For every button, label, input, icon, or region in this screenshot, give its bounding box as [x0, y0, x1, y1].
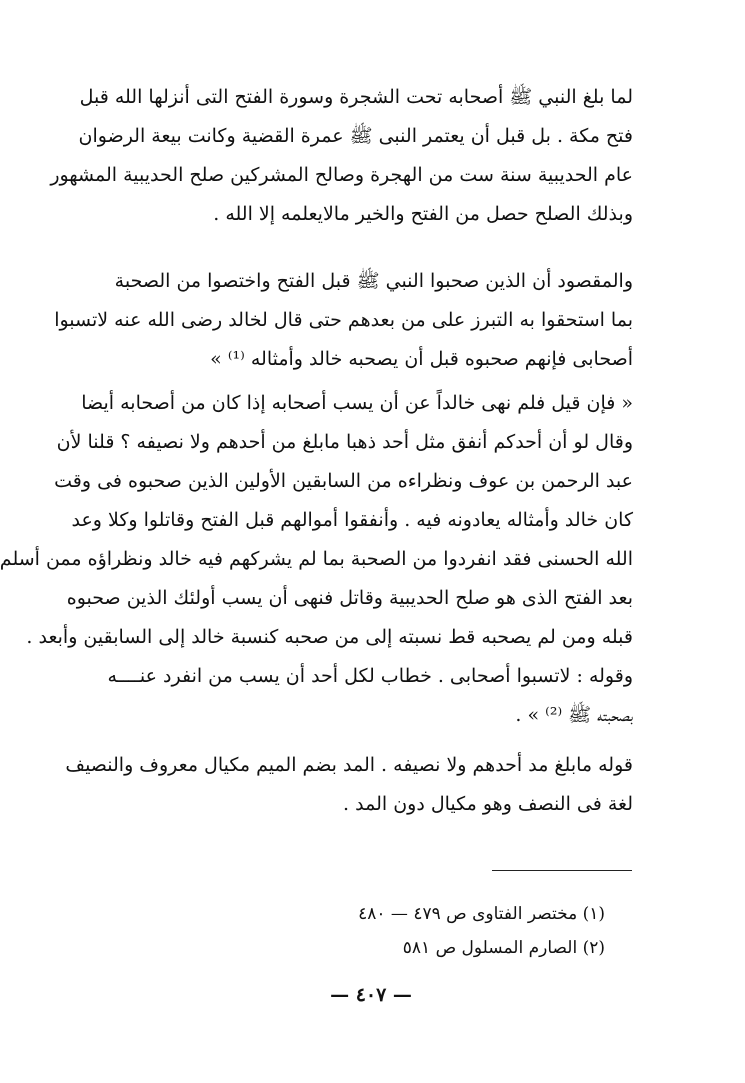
text-line: أصحابى فإنهم صحبوه قبل أن يصحبه خالد وأمثاله ⁽¹⁾ »	[210, 348, 633, 370]
text-line: فتح مكة . بل قبل أن يعتمر النبى ﷺ عمرة القضية وكانت بيعة الرضوان	[78, 125, 633, 147]
footnote-2: (٢) الصارم المسلول ص ٥٨١	[402, 938, 605, 958]
text-line: بصحبته ﷺ ⁽²⁾ » .	[515, 704, 633, 726]
footnote-divider	[492, 870, 632, 871]
page-number: — ٤٠٧ —	[330, 984, 412, 1006]
text-line: كان خالد وأمثاله يعادونه فيه . وأنفقوا أموالهم قبل الفتح وقاتلوا وكلا وعد	[71, 509, 633, 531]
text-line: « فإن قيل فلم نهى خالداً عن أن يسب أصحابه إذا كان من أصحابه أيضا	[81, 392, 633, 414]
text-line: بعد الفتح الذى هو صلح الحديبية وقاتل فنهى أن يسب أولئك الذين صحبوه	[66, 587, 633, 609]
text-line: الله الحسنى فقد انفردوا من الصحبة بما لم يشركهم فيه خالد ونظراؤه ممن أسلم	[0, 548, 633, 570]
footnotes	[285, 897, 605, 965]
text-line: بما استحقوا به التبرز على من بعدهم حتى قال لخالد رضى الله عنه لاتسبوا	[54, 309, 633, 331]
text-line: والمقصود أن الذين صحبوا النبي ﷺ قبل الفتح واختصوا من الصحبة	[114, 270, 633, 292]
paragraph-3	[0, 384, 633, 735]
text-line: قبله ومن لم يصحبه قط نسبته إلى من صحبه كنسبة خالد إلى السابقين وأبعد .	[26, 626, 633, 648]
paragraph-1	[50, 78, 633, 234]
text-line: قوله مابلغ مد أحدهم ولا نصيفه . المد بضم الميم مكيال معروف والنصيف	[65, 754, 633, 776]
text-line: لما بلغ النبي ﷺ أصحابه تحت الشجرة وسورة الفتح التى أنزلها الله قبل	[79, 86, 633, 108]
text-line: لغة فى النصف وهو مكيال دون المد .	[343, 793, 633, 815]
paragraph-2	[54, 262, 633, 379]
text-line: وقوله : لاتسبوا أصحابى . خطاب لكل أحد أن يسب من انفرد عنــــه	[107, 665, 633, 687]
text-line: عبد الرحمن بن عوف ونظراءه من السابقين الأولين الذين صحبوه فى وقت	[54, 470, 633, 492]
footnote-1: (١) مختصر الفتاوى ص ٤٧٩ — ٤٨٠	[358, 904, 605, 924]
text-line: عام الحديبية سنة ست من الهجرة وصالح المشركين صلح الحديبية المشهور	[50, 164, 633, 186]
text-line: وبذلك الصلح حصل من الفتح والخير مالايعلمه إلا الله .	[213, 203, 633, 225]
paragraph-4	[65, 746, 633, 824]
text-line: وقال لو أن أحدكم أنفق مثل أحد ذهبا مابلغ من أحدهم ولا نصيفه ؟ قلنا لأن	[56, 431, 633, 453]
